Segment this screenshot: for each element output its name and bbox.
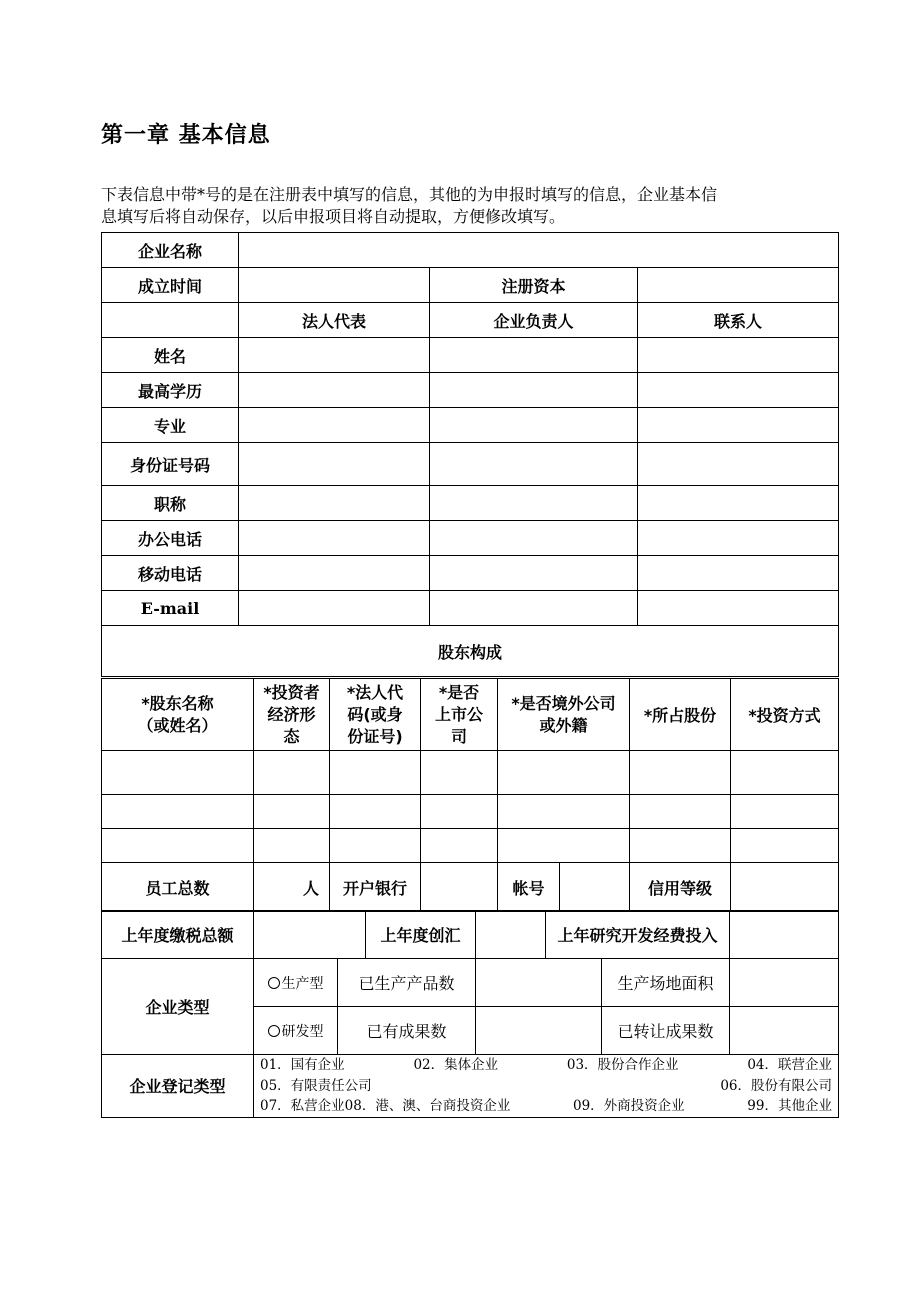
input-cell[interactable]	[638, 486, 839, 521]
input-cell[interactable]	[239, 556, 430, 591]
intro-text	[101, 184, 841, 228]
site-area-label: 生产场地面积	[602, 959, 730, 1007]
company-type-label: 企业类型	[102, 959, 254, 1055]
row-label-name: 姓名	[102, 338, 239, 373]
reg-option[interactable]: 06．股份有限公司	[720, 1077, 832, 1094]
input-cell[interactable]	[638, 443, 839, 486]
radio-circle-icon	[268, 1025, 280, 1037]
intro-line: 息填写后将自动保存，以后申报项目将自动提取，方便修改填写。	[101, 207, 566, 226]
account-field[interactable]	[560, 863, 629, 911]
row-label-email: E-mail	[102, 591, 239, 626]
account-cell	[498, 863, 630, 912]
input-cell[interactable]	[330, 751, 421, 795]
reg-capital-field[interactable]	[638, 268, 839, 303]
input-cell[interactable]	[731, 751, 839, 795]
input-cell[interactable]	[638, 408, 839, 443]
intro-line: 下表信息中带*号的是在注册表中填写的信息，其他的为申报时填写的信息，企业基本信	[101, 185, 718, 204]
basic-info-table	[101, 232, 839, 677]
credit-label: 信用等级	[630, 863, 731, 912]
produced-count-label: 已生产产品数	[338, 959, 476, 1007]
sh-header-foreign	[498, 679, 630, 751]
shareholders-table	[101, 678, 839, 912]
staff-total-label: 员工总数	[102, 863, 254, 912]
page-title: 第一章 基本信息	[101, 122, 271, 148]
sh-header-name-b: （或姓名）	[137, 715, 218, 735]
input-cell[interactable]	[421, 829, 498, 863]
production-label: 生产型	[281, 975, 324, 992]
input-cell[interactable]	[630, 751, 731, 795]
input-cell[interactable]	[239, 591, 430, 626]
bank-label: 开户银行	[330, 863, 421, 912]
input-cell[interactable]	[638, 338, 839, 373]
reg-option[interactable]: 05．有限责任公司	[260, 1077, 372, 1094]
reg-option[interactable]: 03．股份合作企业	[566, 1057, 679, 1073]
input-cell[interactable]	[430, 521, 638, 556]
tax-total-label: 上年度缴税总额	[102, 911, 254, 959]
input-cell[interactable]	[430, 443, 638, 486]
sh-header-listed-text: *是否上市公司	[434, 682, 483, 746]
founded-label: 成立时间	[102, 268, 239, 303]
input-cell[interactable]	[638, 373, 839, 408]
sh-header-invest: *投资方式	[731, 679, 839, 751]
reg-option[interactable]: 07．私营企业08．港、澳、台商投资企业	[260, 1098, 511, 1114]
rd-type-label: 研发型	[281, 1023, 324, 1040]
input-cell[interactable]	[239, 408, 430, 443]
input-cell[interactable]	[638, 591, 839, 626]
sh-header-code	[330, 679, 421, 751]
forex-label: 上年度创汇	[366, 911, 476, 959]
input-cell[interactable]	[102, 795, 254, 829]
company-type-table	[101, 910, 839, 1118]
sh-header-econ	[254, 679, 330, 751]
sh-header-name	[102, 679, 254, 751]
manager-header: 企业负责人	[430, 303, 638, 338]
site-area-field[interactable]	[730, 959, 839, 1007]
legal-rep-header: 法人代表	[239, 303, 430, 338]
input-cell[interactable]	[254, 795, 330, 829]
input-cell[interactable]	[102, 751, 254, 795]
sh-header-share: *所占股份	[630, 679, 731, 751]
reg-option[interactable]: 09．外商投资企业	[572, 1098, 685, 1114]
input-cell[interactable]	[731, 829, 839, 863]
registration-options	[254, 1055, 839, 1118]
input-cell[interactable]	[638, 521, 839, 556]
input-cell[interactable]	[430, 556, 638, 591]
results-count-field[interactable]	[476, 1007, 602, 1055]
input-cell[interactable]	[102, 829, 254, 863]
input-cell[interactable]	[254, 829, 330, 863]
forex-field[interactable]	[476, 911, 546, 959]
reg-option[interactable]: 01．国有企业	[260, 1057, 345, 1073]
input-cell[interactable]	[330, 795, 421, 829]
sh-header-listed	[421, 679, 498, 751]
reg-option[interactable]: 02．集体企业	[413, 1057, 499, 1073]
input-cell[interactable]	[421, 751, 498, 795]
input-cell[interactable]	[430, 408, 638, 443]
sh-header-name-a: *股东名称	[141, 693, 214, 713]
row-label-major: 专业	[102, 408, 239, 443]
row-label-education: 最高学历	[102, 373, 239, 408]
shareholders-title: 股东构成	[102, 626, 839, 677]
produced-count-field[interactable]	[476, 959, 602, 1007]
reg-option[interactable]: 99．其他企业	[747, 1098, 832, 1114]
input-cell[interactable]	[498, 795, 630, 829]
sh-header-econ-text: *投资者经济形态	[263, 682, 320, 746]
input-cell[interactable]	[638, 556, 839, 591]
tax-total-field[interactable]	[254, 911, 366, 959]
reg-capital-label: 注册资本	[430, 268, 638, 303]
radio-circle-icon	[268, 977, 280, 989]
row-label-title: 职称	[102, 486, 239, 521]
input-cell[interactable]	[731, 795, 839, 829]
input-cell[interactable]	[330, 829, 421, 863]
input-cell[interactable]	[421, 795, 498, 829]
input-cell[interactable]	[630, 829, 731, 863]
transferred-count-field[interactable]	[730, 1007, 839, 1055]
input-cell[interactable]	[430, 486, 638, 521]
input-cell[interactable]	[239, 521, 430, 556]
transferred-count-label: 已转让成果数	[602, 1007, 730, 1055]
row-label-mobile: 移动电话	[102, 556, 239, 591]
input-cell[interactable]	[239, 443, 430, 486]
staff-unit: 人	[254, 863, 330, 912]
input-cell[interactable]	[498, 751, 630, 795]
production-option[interactable]	[254, 959, 338, 1007]
input-cell[interactable]	[630, 795, 731, 829]
input-cell[interactable]	[430, 338, 638, 373]
rd-label: 上年研究开发经费投入	[546, 911, 730, 959]
input-cell[interactable]	[498, 829, 630, 863]
contact-header: 联系人	[638, 303, 839, 338]
input-cell[interactable]	[239, 486, 430, 521]
credit-field[interactable]	[731, 863, 839, 912]
founded-field[interactable]	[239, 268, 430, 303]
sh-header-code-text: *法人代码(或身份证号)	[346, 682, 404, 746]
input-cell[interactable]	[430, 591, 638, 626]
rd-option[interactable]	[254, 1007, 338, 1055]
rd-field[interactable]	[730, 911, 839, 959]
input-cell[interactable]	[430, 373, 638, 408]
row-label-office-phone: 办公电话	[102, 521, 239, 556]
account-label: 帐号	[498, 863, 560, 911]
company-name-label: 企业名称	[102, 233, 239, 268]
bank-field[interactable]	[421, 863, 498, 912]
row-label-id: 身份证号码	[102, 443, 239, 486]
input-cell[interactable]	[254, 751, 330, 795]
input-cell[interactable]	[239, 373, 430, 408]
company-name-field[interactable]	[239, 233, 839, 268]
input-cell[interactable]	[239, 338, 430, 373]
empty-header-cell	[102, 303, 239, 338]
reg-option[interactable]: 04．联营企业	[747, 1057, 832, 1073]
results-count-label: 已有成果数	[338, 1007, 476, 1055]
sh-header-foreign-text: *是否境外公司或外籍	[511, 693, 616, 735]
registration-type-label: 企业登记类型	[102, 1055, 254, 1118]
